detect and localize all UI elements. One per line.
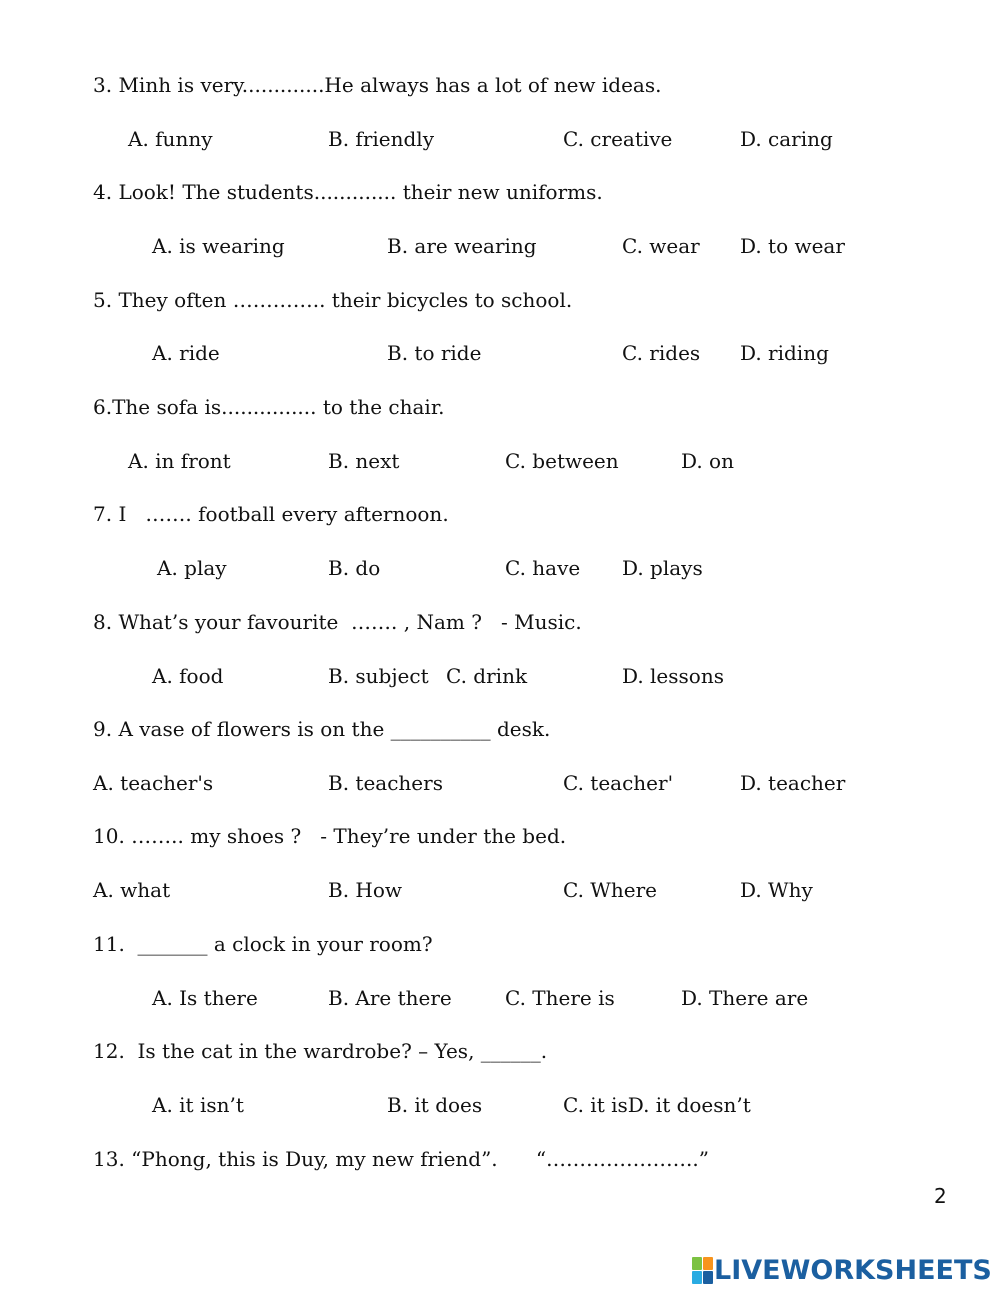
question-9-option-b: B. teachers xyxy=(328,771,443,795)
question-10-option-a: A. what xyxy=(93,878,171,902)
question-9-stem: 9. A vase of flowers is on the __________ desk. xyxy=(93,717,551,741)
question-11-option-c: C. There is xyxy=(505,986,615,1010)
question-12-option-c: C. it isD. it doesn’t xyxy=(563,1093,751,1117)
question-5-option-b: B. to ride xyxy=(387,341,482,365)
question-7-option-b: B. do xyxy=(328,556,381,580)
question-5-option-c: C. rides xyxy=(622,341,701,365)
question-10-option-c: C. Where xyxy=(563,878,657,902)
question-10-option-d: D. Why xyxy=(740,878,813,902)
question-3-option-b: B. friendly xyxy=(328,127,434,151)
question-13-stem: 13. “Phong, this is Duy, my new friend”. “…………………..” xyxy=(93,1147,709,1171)
liveworksheets-logo-icon xyxy=(692,1257,712,1283)
question-7-option-d: D. plays xyxy=(622,556,703,580)
brand-text: LIVEWORKSHEETS xyxy=(714,1254,992,1286)
question-4-option-d: D. to wear xyxy=(740,234,845,258)
question-10-option-b: B. How xyxy=(328,878,403,902)
question-3-stem: 3. Minh is very.............He always has a lot of new ideas. xyxy=(93,73,662,97)
question-5-option-a: A. ride xyxy=(152,341,220,365)
question-8-stem: 8. What’s your favourite ……. , Nam ? - Music. xyxy=(93,610,582,634)
question-6-option-b: B. next xyxy=(328,449,400,473)
question-6-option-c: C. between xyxy=(505,449,619,473)
question-3-option-c: C. creative xyxy=(563,127,673,151)
question-4-option-b: B. are wearing xyxy=(387,234,537,258)
question-6-option-d: D. on xyxy=(681,449,734,473)
question-6-stem: 6.The sofa is............... to the chair. xyxy=(93,395,445,419)
question-10-stem: 10. …….. my shoes ? - They’re under the bed. xyxy=(93,824,567,848)
question-5-stem: 5. They often ………….. their bicycles to school. xyxy=(93,288,573,312)
question-9-option-a: A. teacher's xyxy=(93,771,214,795)
question-11-option-a: A. Is there xyxy=(152,986,258,1010)
question-9-option-c: C. teacher' xyxy=(563,771,674,795)
question-3-option-a: A. funny xyxy=(128,127,213,151)
question-7-option-a: A. play xyxy=(157,556,227,580)
page-number: 2 xyxy=(934,1184,947,1208)
question-12-option-a: A. it isn’t xyxy=(152,1093,244,1117)
brand-footer[interactable] xyxy=(692,1255,992,1285)
question-4-stem: 4. Look! The students............. their new uniforms. xyxy=(93,180,603,204)
question-9-option-d: D. teacher xyxy=(740,771,846,795)
question-4-option-a: A. is wearing xyxy=(152,234,285,258)
question-12-option-b: B. it does xyxy=(387,1093,483,1117)
question-8-option-a: A. food xyxy=(152,664,224,688)
question-4-option-c: C. wear xyxy=(622,234,700,258)
question-8-option-b: B. subject xyxy=(328,664,429,688)
question-11-option-d: D. There are xyxy=(681,986,809,1010)
question-8-option-d: D. lessons xyxy=(622,664,724,688)
question-5-option-d: D. riding xyxy=(740,341,829,365)
question-11-option-b: B. Are there xyxy=(328,986,452,1010)
question-7-option-c: C. have xyxy=(505,556,581,580)
question-7-stem: 7. I ……. football every afternoon. xyxy=(93,502,449,526)
question-11-stem: 11. _______ a clock in your room? xyxy=(93,932,433,956)
question-3-option-d: D. caring xyxy=(740,127,833,151)
question-8-option-c: C. drink xyxy=(446,664,528,688)
question-6-option-a: A. in front xyxy=(128,449,231,473)
question-12-stem: 12. Is the cat in the wardrobe? – Yes, ______. xyxy=(93,1039,548,1063)
